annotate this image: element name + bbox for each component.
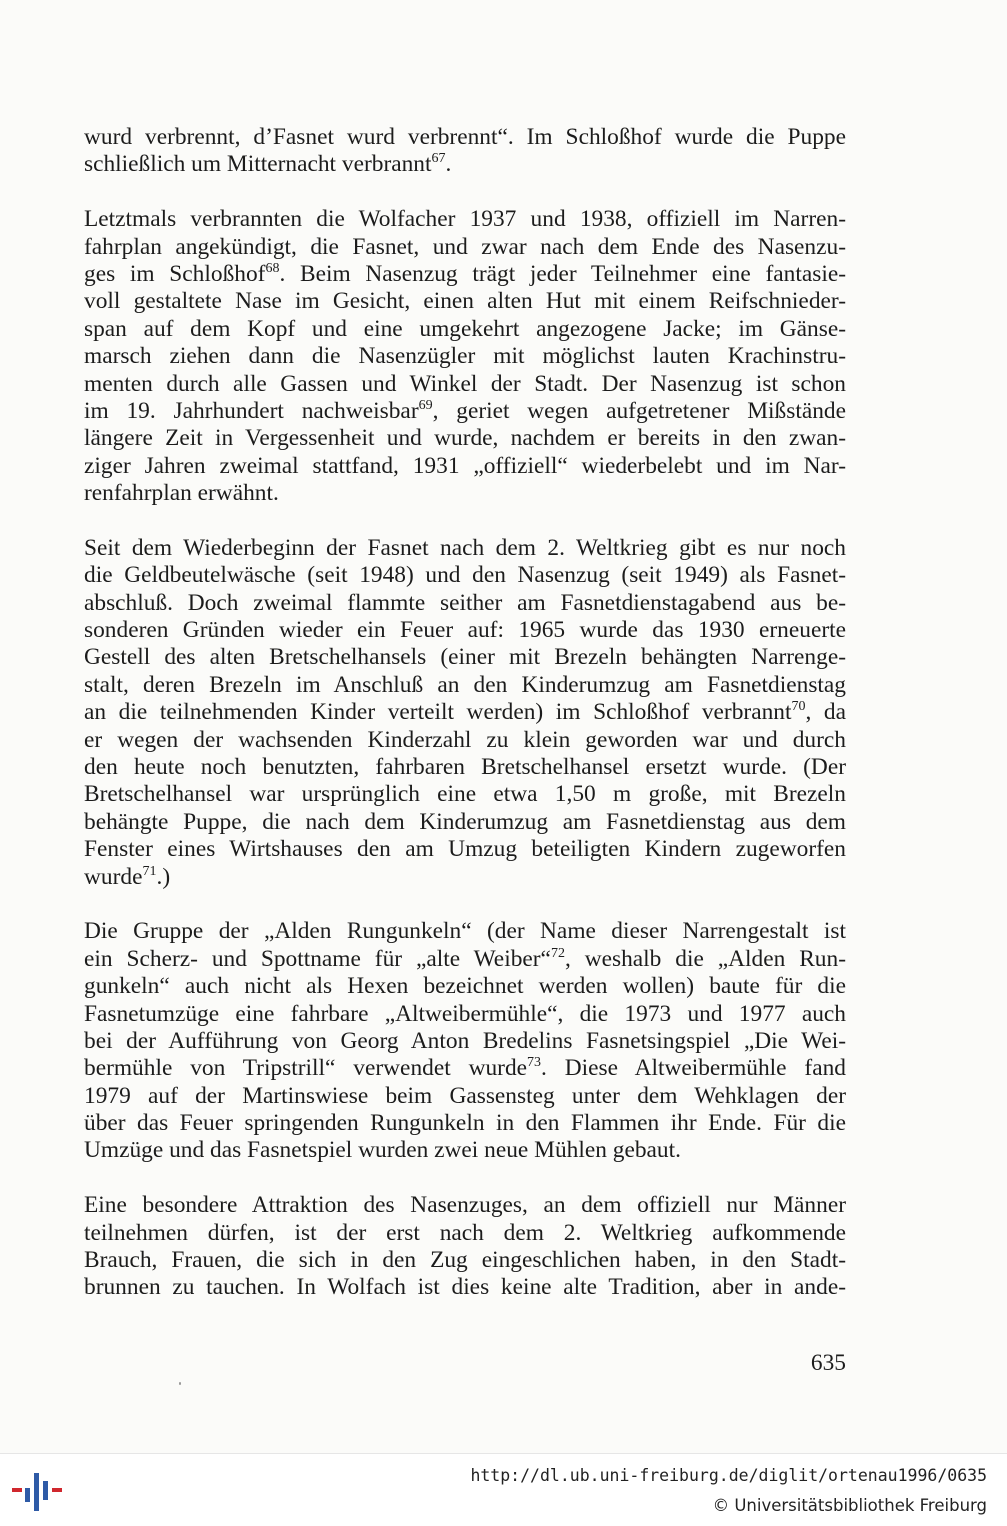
text-run: er wegen der wachsenden Kinderzahl zu klein geworden war und durch — [84, 726, 846, 753]
text-line — [84, 754, 846, 781]
text-run: längere Zeit in Vergessenheit und wurde, nachdem er bereits in den zwan- — [84, 425, 846, 452]
text-line — [84, 1083, 846, 1110]
text-run: Bretschelhansel war ursprünglich eine etwa 1,50 m große, mit Brezeln — [84, 781, 846, 808]
paragraph — [84, 124, 846, 179]
body-text — [84, 124, 846, 1329]
text-line — [84, 480, 846, 507]
text-line — [84, 946, 846, 973]
text-line — [84, 261, 846, 288]
text-line — [84, 124, 846, 151]
text-run: abschluß. Doch zweimal flammte seither am Fasnetdienstagabend aus be- — [84, 589, 846, 616]
text-run: behängte Puppe, die nach dem Kinderumzug am Fasnetdienstag aus dem — [84, 808, 846, 835]
text-line — [84, 727, 846, 754]
text-run: wurde — [84, 863, 143, 890]
footnote-ref: 68 — [265, 260, 280, 276]
text-run: , weshalb die „Alden Run- — [564, 945, 846, 972]
text-line — [84, 234, 846, 261]
footnote-ref: 73 — [527, 1055, 542, 1071]
text-run: fahrplan angekündigt, die Fasnet, und zwar nach dem Ende des Nasenzu- — [84, 233, 846, 260]
text-run: 1979 auf der Martinswiese beim Gassensteg unter dem Wehklagen der — [84, 1082, 846, 1109]
viewer-footer — [0, 1453, 1007, 1526]
footnote-ref: 72 — [550, 945, 565, 961]
text-run: wurd verbrennt, d’Fasnet wurd verbrennt“. Im Schloßhof wurde die Puppe — [84, 124, 846, 150]
text-run: an die teilnehmenden Kinder verteilt werden) im Schloßhof verbrannt — [84, 699, 792, 726]
text-line — [84, 617, 846, 644]
text-line — [84, 973, 846, 1000]
text-line — [84, 1001, 846, 1028]
text-line — [84, 672, 846, 699]
text-line — [84, 1220, 846, 1247]
text-run: im 19. Jahrhundert nachweisbar — [84, 397, 419, 424]
text-run: renfahrplan erwähnt. — [84, 480, 279, 507]
page-number: 635 — [810, 1350, 846, 1376]
text-run: Letztmals verbrannten die Wolfacher 1937 und 1938, offiziell im Narren- — [84, 206, 846, 233]
text-line — [84, 316, 846, 343]
text-run: teilnehmen dürfen, ist der erst nach dem 2. Weltkrieg aufkommende — [84, 1219, 846, 1246]
text-line — [84, 453, 846, 480]
text-run: . Diese Altweibermühle fand — [541, 1055, 846, 1082]
text-run: Seit dem Wiederbeginn der Fasnet nach dem 2. Weltkrieg gibt es nur noch — [84, 534, 846, 561]
text-line — [84, 1137, 846, 1164]
text-run: .) — [156, 863, 171, 890]
footnote-ref: 69 — [418, 397, 433, 413]
text-line — [84, 1055, 846, 1082]
text-run: den heute noch benutzten, fahrbaren Bretschelhansel ersetzt wurde. (Der — [84, 753, 846, 780]
text-run: Die Gruppe der „Alden Rungunkeln“ (der Name dieser Narrengestalt ist — [84, 918, 846, 945]
text-run: . Beim Nasenzug trägt jeder Teilnehmer eine fantasie- — [279, 260, 846, 287]
text-line — [84, 151, 846, 178]
text-run: sonderen Gründen wieder ein Feuer auf: 1965 wurde das 1930 erneuerte — [84, 617, 846, 644]
text-line — [84, 206, 846, 233]
ub-freiburg-logo-icon — [12, 1469, 64, 1515]
text-run: die Geldbeutelwäsche (seit 1948) und den Nasenzug (seit 1949) als Fasnet- — [84, 562, 846, 589]
text-line — [84, 1028, 846, 1055]
text-run: span auf dem Kopf und eine umgekehrt angezogene Jacke; im Gänse- — [84, 315, 846, 342]
copyright-notice: © Universitätsbibliothek Freiburg — [712, 1496, 987, 1515]
permalink-url[interactable]: http://dl.ub.uni-freiburg.de/diglit/ortenau1996/0635 — [470, 1466, 987, 1485]
text-run: marsch ziehen dann die Nasenzügler mit möglichst lauten Krachinstru- — [84, 343, 846, 370]
text-line — [84, 644, 846, 671]
footnote-ref: 71 — [142, 863, 157, 879]
text-line — [84, 535, 846, 562]
text-run: bei der Aufführung von Georg Anton Bredelins Fasnetsingspiel „Die Wei- — [84, 1027, 846, 1054]
text-line — [84, 1274, 846, 1301]
text-line — [84, 1110, 846, 1137]
text-run: stalt, deren Brezeln im Anschluß an den Kinderumzug am Fasnetdienstag — [84, 671, 846, 698]
text-line — [84, 562, 846, 589]
paragraph — [84, 206, 846, 507]
paragraph — [84, 918, 846, 1165]
text-line — [84, 699, 846, 726]
text-line — [84, 371, 846, 398]
paragraph — [84, 1192, 846, 1302]
text-line — [84, 288, 846, 315]
text-run: Gestell des alten Bretschelhansels (einer mit Brezeln behängten Narrenge- — [84, 644, 846, 671]
text-run: Fenster eines Wirtshauses den am Umzug beteiligten Kindern zugeworfen — [84, 836, 846, 863]
text-line — [84, 343, 846, 370]
text-run: über das Feuer springenden Rungunkeln in den Flammen ihr Ende. Für die — [84, 1110, 846, 1137]
text-line — [84, 590, 846, 617]
footnote-ref: 70 — [791, 699, 806, 715]
text-run: Eine besondere Attraktion des Nasenzuges, an dem offiziell nur Männer — [84, 1192, 846, 1219]
text-run: bermühle von Tripstrill“ verwendet wurde — [84, 1055, 528, 1082]
footnote-ref: 67 — [431, 151, 446, 167]
text-run: ges im Schloßhof — [84, 260, 266, 287]
scan-speck — [179, 1382, 181, 1385]
text-run: Brauch, Frauen, die sich in den Zug eingeschlichen haben, in den Stadt- — [84, 1247, 846, 1274]
text-run: ziger Jahren zweimal stattfand, 1931 „offiziell“ wiederbelebt und im Nar- — [84, 452, 846, 479]
text-line — [84, 398, 846, 425]
text-run: Umzüge und das Fasnetspiel wurden zwei neue Mühlen gebaut. — [84, 1137, 681, 1164]
text-run: . — [445, 151, 452, 178]
text-run: gunkeln“ auch nicht als Hexen bezeichnet werden wollen) baute für die — [84, 973, 846, 1000]
text-run: schließlich um Mitternacht verbrannt — [84, 151, 432, 178]
text-line — [84, 1247, 846, 1274]
text-run: brunnen zu tauchen. In Wolfach ist dies keine alte Tradition, aber in ande- — [84, 1274, 846, 1301]
text-run: , geriet wegen aufgetretener Mißstände — [432, 397, 846, 424]
text-run: voll gestaltete Nase im Gesicht, einen alten Hut mit einem Reifschnieder- — [84, 288, 846, 315]
text-run: ein Scherz- und Spottname für „alte Weiber“ — [84, 945, 551, 972]
text-line — [84, 864, 846, 891]
text-run: menten durch alle Gassen und Winkel der Stadt. Der Nasenzug ist schon — [84, 370, 846, 397]
text-line — [84, 836, 846, 863]
text-line — [84, 425, 846, 452]
text-run: Fasnetumzüge eine fahrbare „Altweibermühle“, die 1973 und 1977 auch — [84, 1000, 846, 1027]
text-line — [84, 809, 846, 836]
text-line — [84, 918, 846, 945]
text-line — [84, 781, 846, 808]
paragraph — [84, 535, 846, 891]
text-run: , da — [805, 699, 846, 726]
text-line — [84, 1192, 846, 1219]
